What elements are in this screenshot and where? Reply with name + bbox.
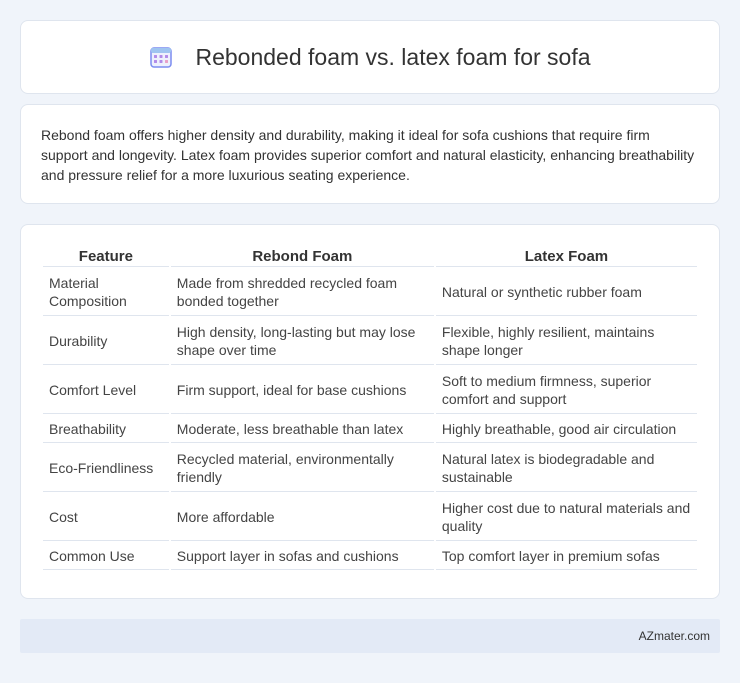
column-header-rebond-foam: Rebond Foam	[171, 247, 434, 267]
rebond-cell: Recycled material, environmentally friendly	[171, 445, 434, 492]
feature-cell: Breathability	[43, 416, 169, 443]
latex-cell: Higher cost due to natural materials and quality	[436, 494, 697, 541]
table-row	[43, 318, 697, 365]
column-header-latex-foam: Latex Foam	[436, 247, 697, 267]
rebond-cell: Support layer in sofas and cushions	[171, 543, 434, 570]
table-row	[43, 494, 697, 541]
latex-cell: Highly breathable, good air circulation	[436, 416, 697, 443]
rebond-cell: More affordable	[171, 494, 434, 541]
feature-cell: Cost	[43, 494, 169, 541]
rebond-cell: Moderate, less breathable than latex	[171, 416, 434, 443]
latex-cell: Natural or synthetic rubber foam	[436, 269, 697, 316]
feature-cell: Durability	[43, 318, 169, 365]
latex-cell: Top comfort layer in premium sofas	[436, 543, 697, 570]
footer	[20, 619, 720, 653]
rebond-cell: Made from shredded recycled foam bonded together	[171, 269, 434, 316]
table-row	[43, 416, 697, 443]
summary-text: Rebond foam offers higher density and durability, making it ideal for sofa cushions that require firm support and longevity. Latex foam provides superior comfort and natural elasticity, enhancing breathability and pressure relief for a more luxurious seating experience.	[41, 127, 695, 183]
feature-cell: Comfort Level	[43, 367, 169, 414]
latex-cell: Soft to medium firmness, superior comfort and support	[436, 367, 697, 414]
table-row	[43, 269, 697, 316]
page-title: Rebonded foam vs. latex foam for sofa	[195, 43, 591, 70]
feature-cell: Eco-Friendliness	[43, 445, 169, 492]
latex-cell: Flexible, highly resilient, maintains shape longer	[436, 318, 697, 365]
calendar-icon	[149, 45, 173, 69]
rebond-cell: High density, long-lasting but may lose shape over time	[171, 318, 434, 365]
rebond-cell: Firm support, ideal for base cushions	[171, 367, 434, 414]
title-card	[20, 20, 720, 94]
comparison-table	[41, 245, 699, 572]
table-row	[43, 367, 697, 414]
table-header-row	[43, 247, 697, 267]
footer-brand: AZmater.com	[638, 629, 710, 643]
table-row	[43, 445, 697, 492]
feature-cell: Common Use	[43, 543, 169, 570]
column-header-feature: Feature	[43, 247, 169, 267]
summary-card	[20, 104, 720, 204]
feature-cell: Material Composition	[43, 269, 169, 316]
comparison-table-card	[20, 224, 720, 599]
table-row	[43, 543, 697, 570]
latex-cell: Natural latex is biodegradable and sustainable	[436, 445, 697, 492]
